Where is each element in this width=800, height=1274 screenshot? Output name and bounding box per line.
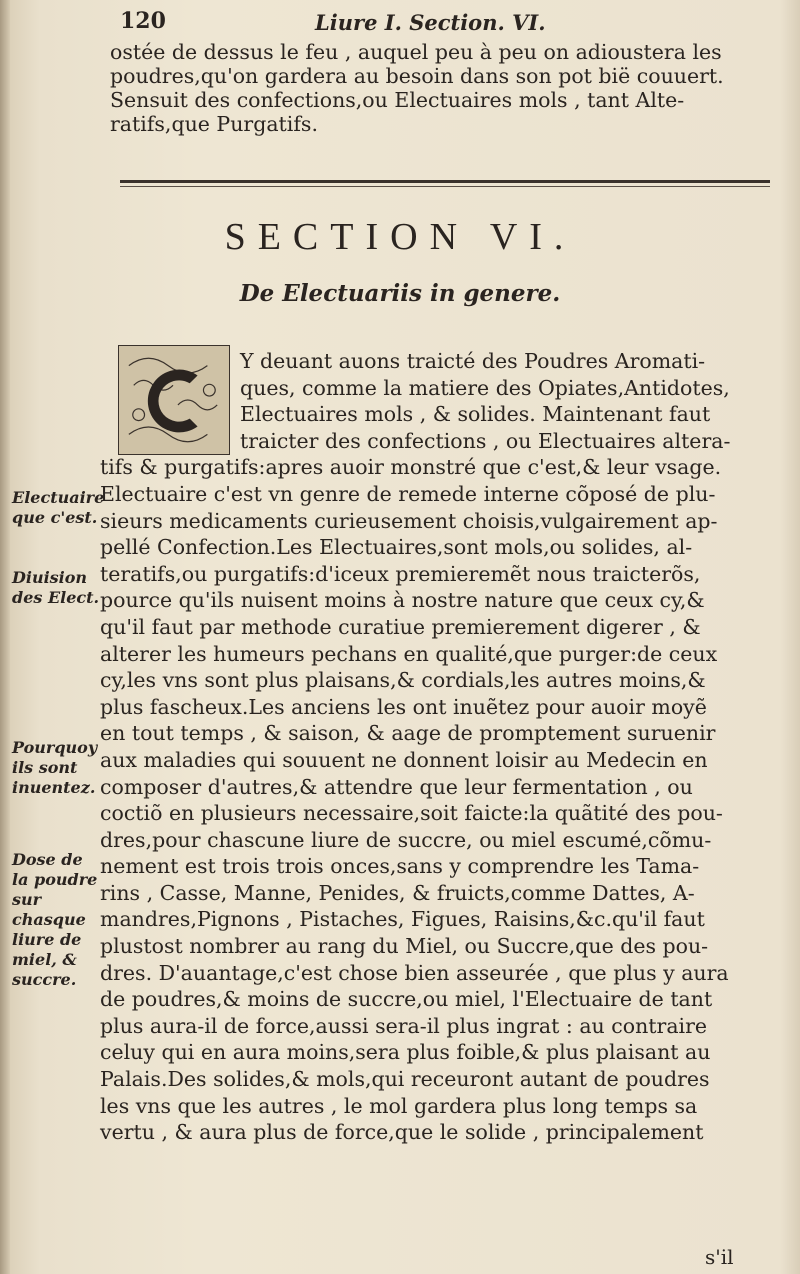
running-head: Liure I. Section. VI. (315, 10, 546, 35)
text-line: les vns que les autres , le mol gardera plus long temps sa (100, 1093, 698, 1118)
text-line: plustost nombrer au rang du Miel, ou Succre,que des pou- (100, 934, 709, 959)
text-line: celuy qui en aura moins,sera plus foible,& plus plaisant au (100, 1040, 711, 1065)
text-line: composer d'autres,& attendre que leur fermentation , ou (100, 774, 693, 799)
catchword: s'il (705, 1245, 734, 1269)
margin-note: Diuision des Elect. (12, 568, 100, 607)
text-line: plus aura-il de force,aussi sera-il plus ingrat : au contraire (100, 1013, 708, 1038)
text-line: nement est trois trois onces,sans y comprendre les Tama- (100, 854, 700, 879)
text-line: coctiõ en plusieurs necessaire,soit faicte:la quãtité des pou- (100, 801, 723, 826)
text-line: Electuaires mols , & solides. Maintenant faut (240, 402, 711, 427)
section-title: SECTION VI. (224, 216, 576, 258)
text-line: traicter des confections , ou Electuaires altera- (240, 428, 731, 453)
text-line: mandres,Pignons , Pistaches, Figues, Raisins,&c.qu'il faut (100, 907, 705, 932)
text-line: sieurs medicaments curieusement choisis,vulgairement ap- (100, 508, 718, 533)
text-line: alterer les humeurs pechans en qualité,que purger:de ceux (100, 641, 718, 666)
text-line: qu'il faut par methode curatiue premierement digerer , & (100, 614, 701, 639)
section-body (100, 348, 800, 1146)
preceding-text (110, 40, 800, 136)
text-line: pellé Confection.Les Electuaires,sont mols,ou solides, al- (100, 535, 693, 560)
text-line: en tout temps , & saison, & aage de promptement suruenir (100, 721, 716, 746)
text-line: plus fascheux.Les anciens les ont inuẽtez pour auoir moyẽ (100, 694, 707, 719)
text-line: ostée de dessus le feu , auquel peu à peu on adioustera les (110, 40, 722, 64)
text-line: de poudres,& moins de succre,ou miel, l'Electuaire de tant (100, 987, 713, 1012)
text-line: pource qu'ils nuisent moins à nostre nature que ceux cy,& (100, 588, 705, 613)
section-rule-thin (120, 186, 770, 187)
page-header (110, 8, 770, 38)
text-line: Electuaire c'est vn genre de remede interne cõposé de plu- (100, 481, 716, 506)
margin-note: Pourquoy ils sont inuentez. (12, 738, 98, 797)
text-line: Sensuit des confections,ou Electuaires mols , tant Alte- (110, 88, 685, 112)
text-line: tifs & purgatifs:apres auoir monstré que c'est,& leur vsage. (100, 455, 722, 480)
text-line: aux maladies qui souuent ne donnent loisir au Medecin en (100, 747, 708, 772)
section-rule (120, 180, 770, 183)
text-line: cy,les vns sont plus plaisans,& cordials,les autres moins,& (100, 668, 706, 693)
text-line: poudres,qu'on gardera au besoin dans son pot bië couuert. (110, 64, 724, 88)
text-line: ratifs,que Purgatifs. (110, 112, 318, 136)
margin-note: Electuaire que c'est. (12, 488, 105, 527)
margin-note: Dose de la poudre sur chasque liure de miel, & succre. (12, 850, 98, 989)
section-subtitle: De Electuariis in genere. (239, 280, 561, 307)
text-line: Palais.Des solides,& mols,qui receuront autant de poudres (100, 1067, 710, 1092)
text-line: ques, comme la matiere des Opiates,Antidotes, (240, 375, 730, 400)
text-line: vertu , & aura plus de force,que le solide , principalement (100, 1120, 704, 1145)
text-line: Y deuant auons traicté des Poudres Aromati- (240, 349, 706, 373)
text-line: dres,pour chascune liure de succre, ou miel escumé,cõmu- (100, 827, 712, 852)
text-line: dres. D'auantage,c'est chose bien asseurée , que plus y aura (100, 960, 729, 985)
binding-gutter (0, 0, 10, 1274)
text-line: teratifs,ou purgatifs:d'iceux premieremẽt nous traicterõs, (100, 561, 701, 586)
page-number: 120 (120, 8, 166, 34)
text-line: rins , Casse, Manne, Penides, & fruicts,comme Dattes, A- (100, 880, 695, 905)
